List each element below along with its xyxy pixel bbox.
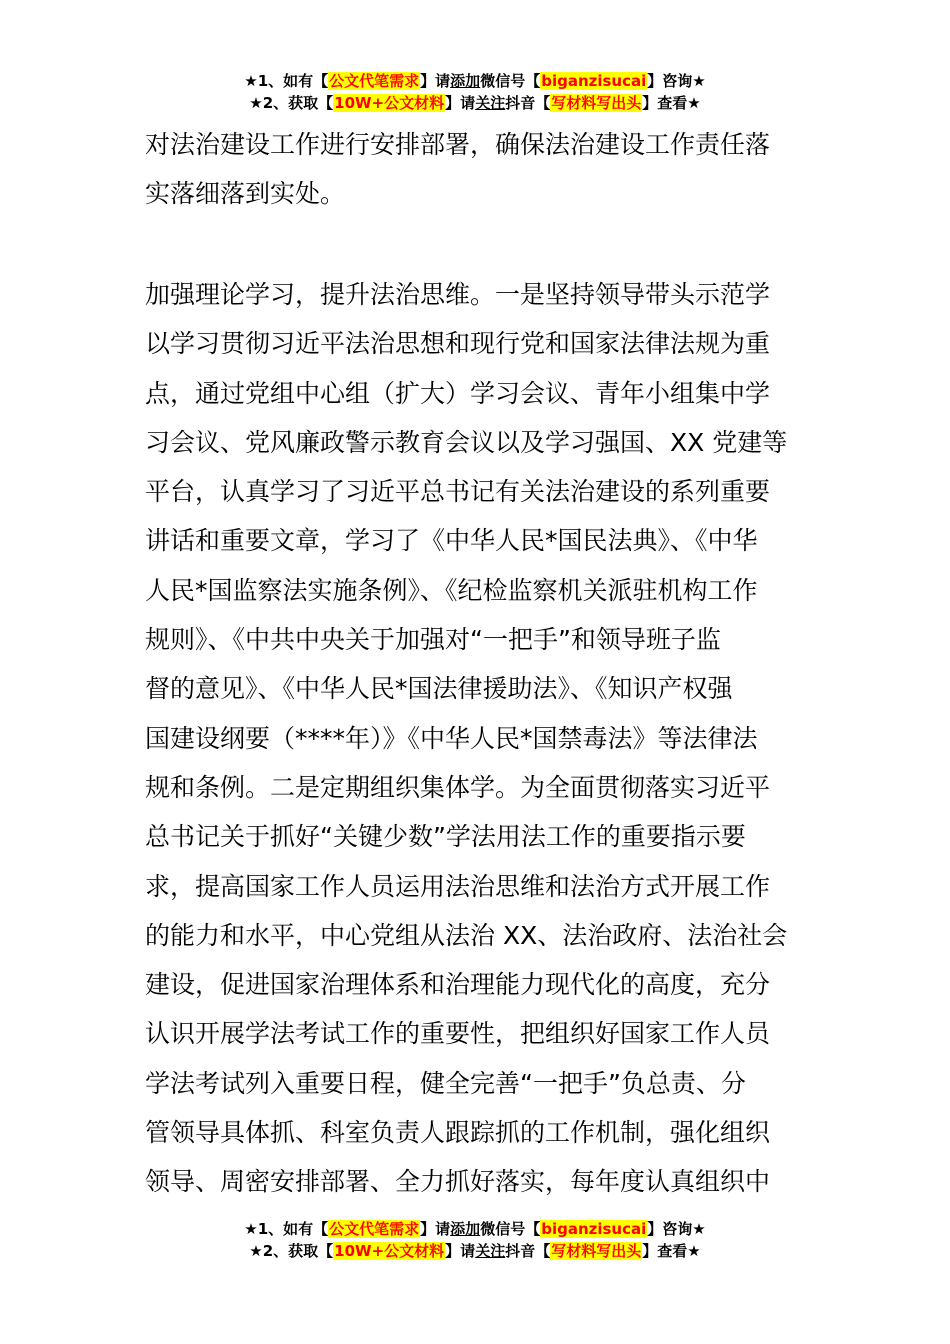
- star-icon: ★: [687, 1242, 701, 1260]
- banner-line-1: ★1、如有【公文代笔需求】请添加微信号【biganzisucai】咨询★: [244, 1220, 706, 1238]
- star-icon: ★: [244, 72, 258, 90]
- text-line: 平台，认真学习了习近平总书记有关法治建设的系列重要: [145, 477, 771, 507]
- star-icon: ★: [249, 94, 263, 112]
- star-icon: ★: [692, 1220, 706, 1238]
- highlight-wechat-id: biganzisucai: [541, 1220, 647, 1238]
- text-line: 督的意见》、《中华人民*国法律援助法》、《知识产权强: [145, 674, 733, 704]
- text-line: 的能力和水平，中心党组从法治 XX、法治政府、法治社会: [145, 920, 788, 950]
- text-line: 求，提高国家工作人员运用法治思维和法治方式开展工作: [145, 871, 771, 901]
- banner-line-2: ★2、获取【10W+公文材料】请关注抖音【写材料写出头】查看★: [249, 1242, 701, 1260]
- text-line: 总书记关于抓好“关键少数”学法用法工作的重要指示要: [145, 822, 746, 852]
- paragraph-2: [145, 270, 810, 1207]
- header-banner: [0, 70, 950, 114]
- highlight-materials: 10W+公文材料: [334, 1242, 445, 1260]
- highlight-wechat-id: biganzisucai: [541, 72, 647, 90]
- text-line: 对法治建设工作进行安排部署，确保法治建设工作责任落: [145, 130, 771, 159]
- highlight-douyin: 写材料写出头: [551, 94, 642, 112]
- star-icon: ★: [692, 72, 706, 90]
- highlight-service: 公文代笔需求: [329, 1220, 420, 1238]
- text-line: 认识开展学法考试工作的重要性，把组织好国家工作人员: [145, 1019, 771, 1049]
- text-line: 学法考试列入重要日程，健全完善“一把手”负总责、分: [145, 1068, 746, 1098]
- text-line: 加强理论学习，提升法治思维。一是坚持领导带头示范学: [145, 280, 771, 309]
- text-line: 人民*国监察法实施条例》、《纪检监察机关派驻机构工作: [145, 575, 758, 605]
- star-icon: ★: [244, 1220, 258, 1238]
- banner-line-2: ★2、获取【10W+公文材料】请关注抖音【写材料写出头】查看★: [249, 94, 701, 112]
- star-icon: ★: [249, 1242, 263, 1260]
- paragraph-1: [145, 120, 810, 219]
- highlight-service: 公文代笔需求: [329, 72, 420, 90]
- text-line: 习会议、党风廉政警示教育会议以及学习强国、XX 党建等: [145, 427, 788, 457]
- text-line: 国建设纲要（****年）》《中华人民*国禁毒法》等法律法: [145, 723, 758, 753]
- text-line: 领导、周密安排部署、全力抓好落实，每年度认真组织中: [145, 1167, 771, 1197]
- highlight-materials: 10W+公文材料: [334, 94, 445, 112]
- text-line: 实落细落到实处。: [145, 179, 346, 209]
- text-line: 规和条例。二是定期组织集体学。为全面贯彻落实习近平: [145, 772, 771, 802]
- highlight-douyin: 写材料写出头: [551, 1242, 642, 1260]
- banner-line-1: ★1、如有【公文代笔需求】请添加微信号【biganzisucai】咨询★: [244, 72, 706, 90]
- footer-banner: [0, 1218, 950, 1262]
- text-line: 讲话和重要文章，学习了《中华人民*国民法典》、《中华: [145, 526, 758, 556]
- text-line: 建设，促进国家治理体系和治理能力现代化的高度，充分: [145, 970, 771, 1000]
- star-icon: ★: [687, 94, 701, 112]
- text-line: 规则》、《中共中央关于加强对“一把手”和领导班子监: [145, 625, 721, 655]
- text-line: 管领导具体抓、科室负责人跟踪抓的工作机制，强化组织: [145, 1118, 771, 1148]
- text-line: 以学习贯彻习近平法治思想和现行党和国家法律法规为重: [145, 329, 771, 359]
- text-line: 点，通过党组中心组（扩大）学习会议、青年小组集中学: [145, 378, 771, 408]
